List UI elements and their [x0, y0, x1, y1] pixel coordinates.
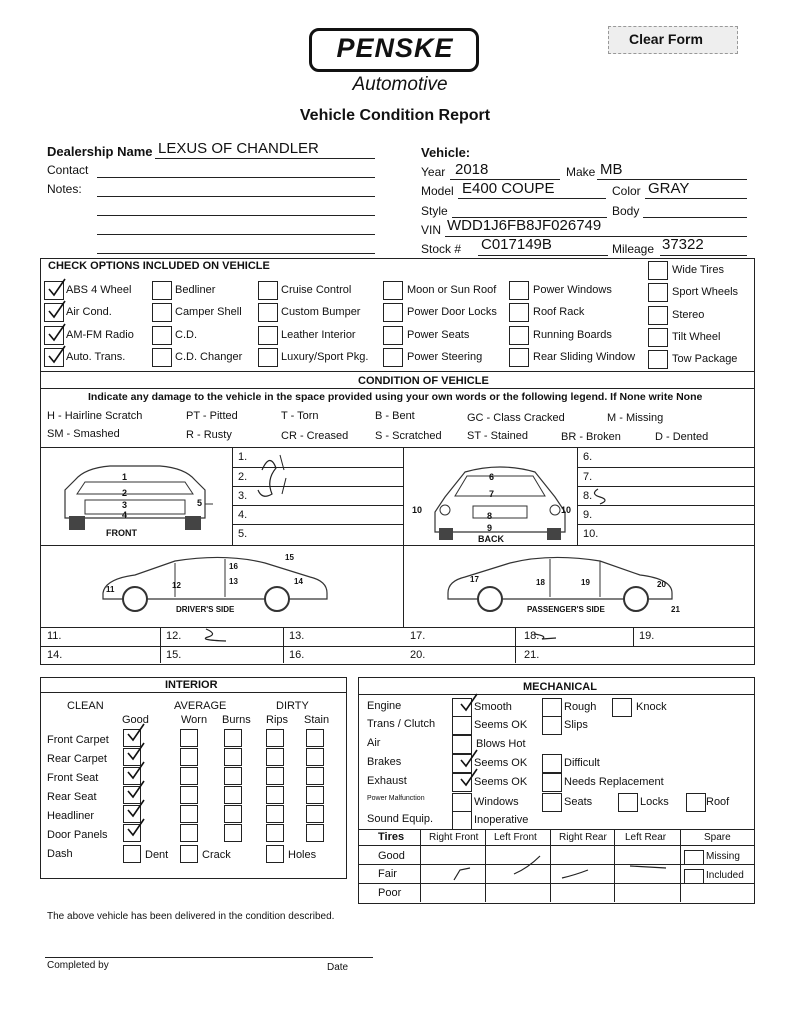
damage-line-7[interactable]: 7. [583, 471, 593, 483]
front-num-3: 3 [122, 500, 128, 510]
interior-row-rear-carpet: Rear Carpet [47, 753, 107, 765]
mech-label-trans-clutch: Trans / Clutch [367, 718, 436, 730]
option-label-roof-rack: Roof Rack [533, 306, 585, 318]
mech-option-engine-rough: Rough [564, 701, 597, 713]
option-label-power-door-locks: Power Door Locks [407, 306, 497, 318]
tires-rf: Right Front [429, 832, 479, 843]
completed-by-line[interactable] [45, 957, 373, 958]
legend-r: R - Rusty [186, 429, 232, 441]
dmg-12[interactable]: 12. [166, 630, 182, 642]
date-label: Date [327, 962, 349, 973]
make-field[interactable]: MB [600, 161, 623, 178]
spare-included-label: Included [706, 870, 744, 881]
mechanical-title: MECHANICAL [523, 681, 597, 693]
model-label: Model [421, 184, 454, 198]
tires-good: Good [378, 850, 405, 862]
option-label-c-d: C.D. [175, 329, 197, 341]
interior-row-rear-seat: Rear Seat [47, 791, 97, 803]
option-label-power-seats: Power Seats [407, 329, 470, 341]
vin-label: VIN [421, 223, 442, 237]
color-label: Color [612, 184, 641, 198]
pass-num-19: 19 [581, 578, 590, 587]
make-label: Make [566, 165, 596, 179]
mech-option-engine-knock: Knock [636, 701, 667, 713]
back-num-6: 6 [489, 472, 495, 482]
completed-by-label: Completed by [47, 960, 109, 971]
mech-option-power-seats: Seats [564, 796, 593, 808]
damage-line-10[interactable]: 10. [583, 528, 599, 540]
contact-label: Contact [47, 163, 89, 177]
brand-name: PENSKE [336, 33, 454, 63]
year-label: Year [421, 165, 446, 179]
back-num-7: 7 [489, 489, 495, 499]
option-label-leather-interior: Leather Interior [281, 329, 356, 341]
color-field[interactable]: GRAY [648, 180, 690, 197]
mech-option-engine-smooth: Smooth [474, 701, 512, 713]
dmg-11[interactable]: 11. [47, 630, 62, 642]
interior-clean: CLEAN [67, 700, 104, 712]
pass-num-17: 17 [470, 575, 479, 584]
dmg-15[interactable]: 15. [166, 649, 182, 661]
mech-label-exhaust: Exhaust [367, 775, 407, 787]
notes-label: Notes: [47, 182, 82, 196]
legend-cr: CR - Creased [281, 430, 349, 442]
option-label-camper-shell: Camper Shell [175, 306, 242, 318]
mileage-field[interactable]: 37322 [662, 236, 704, 253]
pass-num-18: 18 [536, 578, 545, 587]
body-label: Body [612, 204, 640, 218]
interior-row-headliner: Headliner [47, 810, 95, 822]
dmg-21[interactable]: 21. [524, 649, 540, 661]
style-label: Style [421, 204, 448, 218]
driver-label: DRIVER'S SIDE [176, 605, 235, 614]
legend-h: H - Hairline Scratch [47, 410, 143, 422]
tires-poor: Poor [378, 887, 402, 899]
tires-spare: Spare [704, 832, 731, 843]
interior-average: AVERAGE [174, 700, 227, 712]
damage-line-4[interactable]: 4. [238, 509, 248, 521]
brand-sub: Automotive [352, 74, 448, 95]
back-num-8: 8 [487, 511, 493, 521]
damage-line-1[interactable]: 1. [238, 451, 248, 463]
dealer-name-field[interactable]: LEXUS OF CHANDLER [158, 140, 319, 157]
tires-lf: Left Front [494, 832, 537, 843]
interior-burns: Burns [222, 714, 251, 726]
driver-num-16: 16 [229, 562, 238, 571]
mech-option-brakes-seems-ok: Seems OK [474, 757, 528, 769]
option-label-luxury-sport-pkg: Luxury/Sport Pkg. [281, 351, 369, 363]
passenger-label: PASSENGER'S SIDE [527, 605, 605, 614]
model-field[interactable]: E400 COUPE [462, 180, 555, 197]
option-label-sport-wheels: Sport Wheels [672, 286, 739, 298]
legend-t: T - Torn [281, 410, 319, 422]
dmg-20[interactable]: 20. [410, 649, 426, 661]
interior-row-front-seat: Front Seat [47, 772, 99, 784]
dmg-19[interactable]: 19. [639, 630, 655, 642]
front-num-2: 2 [122, 488, 128, 498]
dash-label-crack: Crack [202, 849, 231, 861]
interior-dirty: DIRTY [276, 700, 309, 712]
legend-pt: PT - Pitted [186, 410, 238, 422]
legend-st: ST - Stained [467, 430, 528, 442]
dmg-17[interactable]: 17. [410, 630, 426, 642]
legend-d: D - Dented [655, 431, 709, 443]
driver-num-12: 12 [172, 581, 181, 590]
clear-form-label: Clear Form [629, 31, 703, 47]
interior-title: INTERIOR [165, 679, 218, 691]
legend-m: M - Missing [607, 412, 664, 424]
tires-header: Tires [378, 831, 405, 843]
option-label-running-boards: Running Boards [533, 329, 612, 341]
options-title: CHECK OPTIONS INCLUDED ON VEHICLE [48, 260, 270, 272]
interior-rips: Rips [266, 714, 289, 726]
mech-option-trans-seems-ok: Seems OK [474, 719, 528, 731]
stock-field[interactable]: C017149B [481, 236, 552, 253]
mileage-label: Mileage [612, 242, 655, 256]
mech-option-exhaust-seems-ok: Seems OK [474, 776, 528, 788]
mech-option-sound-inoperative: Inoperative [474, 814, 529, 826]
mech-label-brakes: Brakes [367, 756, 402, 768]
option-label-stereo: Stereo [672, 309, 705, 321]
dmg-13[interactable]: 13. [289, 630, 305, 642]
back-label: BACK [478, 534, 504, 544]
mech-option-brakes-difficult: Difficult [564, 757, 600, 769]
back-num-10a: 10 [412, 505, 423, 515]
pass-num-21: 21 [671, 605, 680, 614]
driver-num-14: 14 [294, 577, 303, 586]
legend-s: S - Scratched [375, 430, 442, 442]
dmg-14[interactable]: 14. [47, 649, 63, 661]
option-label-auto-trans: Auto. Trans. [66, 351, 126, 363]
pass-num-20: 20 [657, 580, 666, 589]
dash-label-dent: Dent [145, 849, 169, 861]
mech-option-exhaust-needs-replacement: Needs Replacement [564, 776, 664, 788]
option-label-custom-bumper: Custom Bumper [281, 306, 361, 318]
dmg-18[interactable]: 18. [524, 630, 540, 642]
mech-option-power-roof: Roof [706, 796, 730, 808]
legend-br: BR - Broken [561, 431, 621, 443]
spare-missing-label: Missing [706, 851, 740, 862]
footer-statement: The above vehicle has been delivered in the condition described. [47, 911, 335, 922]
vehicle-label: Vehicle: [421, 145, 471, 160]
option-label-rear-sliding-window: Rear Sliding Window [533, 351, 636, 363]
mech-label-power-malfunction: Power Malfunction [367, 795, 425, 802]
tires-fair: Fair [378, 868, 397, 880]
vin-field[interactable]: WDD1J6FB8JF026749 [447, 217, 602, 234]
dealer-name-label: Dealership Name [47, 144, 153, 159]
condition-instructions: Indicate any damage to the vehicle in the space provided using your own words or the following legend. If None write None [88, 391, 703, 403]
stock-label: Stock # [421, 242, 462, 256]
mech-label-sound-equip: Sound Equip. [367, 813, 434, 825]
damage-line-5[interactable]: 5. [238, 528, 248, 540]
interior-row-front-carpet: Front Carpet [47, 734, 109, 746]
damage-line-9[interactable]: 9. [583, 509, 593, 521]
legend-b: B - Bent [375, 410, 415, 422]
driver-num-11: 11 [106, 585, 115, 594]
damage-line-3[interactable]: 3. [238, 490, 248, 502]
damage-line-6[interactable]: 6. [583, 451, 593, 463]
legend-gc: GC - Class Cracked [467, 412, 565, 424]
interior-stain: Stain [304, 714, 330, 726]
damage-line-2[interactable]: 2. [238, 471, 248, 483]
option-label-power-steering: Power Steering [407, 351, 483, 363]
option-label-power-windows: Power Windows [533, 284, 612, 296]
dash-label-holes: Holes [288, 849, 317, 861]
page-title: Vehicle Condition Report [299, 107, 491, 124]
back-num-10b: 10 [561, 505, 572, 515]
option-label-abs-4-wheel: ABS 4 Wheel [66, 284, 132, 296]
option-label-cruise-control: Cruise Control [281, 284, 352, 296]
option-label-wide-tires: Wide Tires [672, 264, 724, 276]
mech-label-air: Air [367, 737, 381, 749]
option-label-tow-package: Tow Package [672, 353, 738, 365]
driver-num-15: 15 [285, 553, 294, 562]
front-num-4: 4 [122, 510, 128, 520]
option-label-c-d-changer: C.D. Changer [175, 351, 243, 363]
option-label-tilt-wheel: Tilt Wheel [672, 331, 721, 343]
interior-worn: Worn [181, 714, 208, 726]
dmg-16[interactable]: 16. [289, 649, 305, 661]
year-field[interactable]: 2018 [455, 161, 489, 178]
mech-label-engine: Engine [367, 700, 402, 712]
option-label-air-cond: Air Cond. [66, 306, 112, 318]
mech-option-power-locks: Locks [640, 796, 669, 808]
tires-lr: Left Rear [625, 832, 667, 843]
mech-option-air-blows-hot: Blows Hot [476, 738, 526, 750]
back-num-9: 9 [487, 523, 493, 533]
interior-good: Good [122, 714, 149, 726]
driver-num-13: 13 [229, 577, 238, 586]
front-num-1: 1 [122, 472, 128, 482]
interior-row-dash: Dash [47, 848, 73, 860]
condition-title: CONDITION OF VEHICLE [358, 375, 489, 387]
interior-row-door-panels: Door Panels [47, 829, 108, 841]
damage-line-8[interactable]: 8. [583, 490, 593, 502]
legend-sm: SM - Smashed [47, 428, 120, 440]
front-label: FRONT [106, 528, 137, 538]
option-label-am-fm-radio: AM-FM Radio [66, 329, 134, 341]
front-num-5: 5 [197, 498, 203, 508]
option-label-moon-or-sun-roof: Moon or Sun Roof [407, 284, 497, 296]
option-label-bedliner: Bedliner [175, 284, 216, 296]
tires-rr: Right Rear [559, 832, 607, 843]
mech-option-power-windows: Windows [474, 796, 519, 808]
mech-option-trans-slips: Slips [564, 719, 588, 731]
